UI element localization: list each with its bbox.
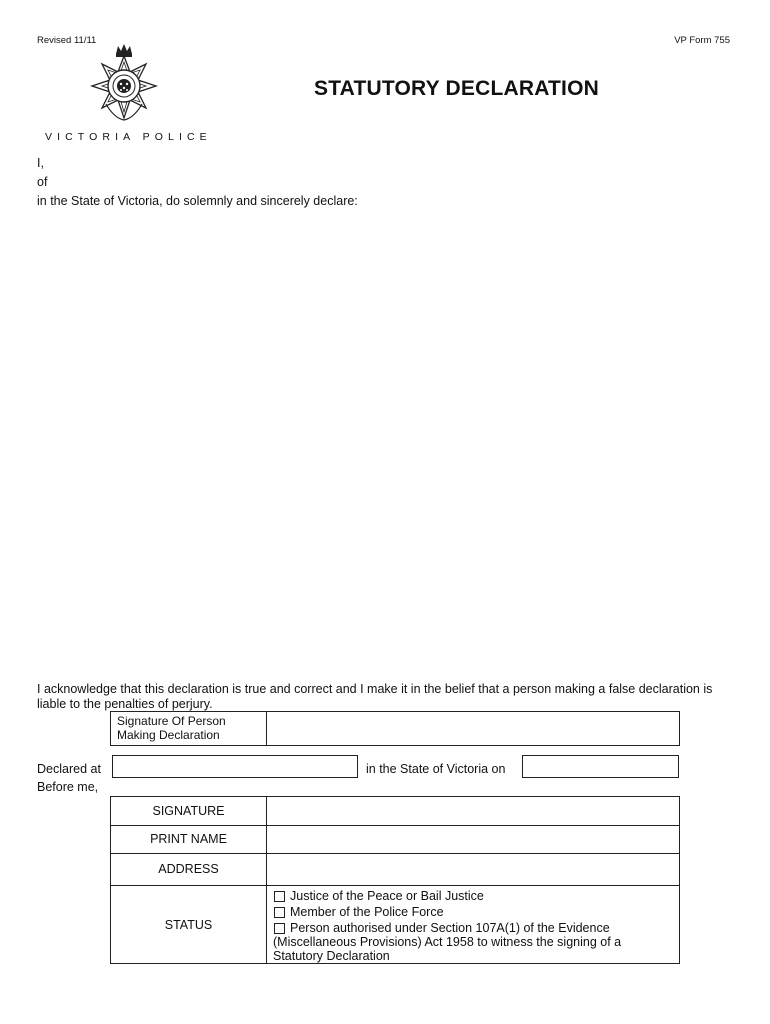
organisation-name: VICTORIA POLICE xyxy=(45,131,212,143)
signature-label-line-1: Signature Of Person xyxy=(117,714,226,728)
status-option-justice[interactable] xyxy=(274,889,484,904)
declared-at-field[interactable] xyxy=(112,755,358,778)
declarant-name-label: I, xyxy=(37,156,44,170)
declarant-signature-label xyxy=(117,714,226,742)
declarant-signature-field[interactable] xyxy=(266,712,679,745)
status-option-justice-label: Justice of the Peace or Bail Justice xyxy=(290,889,484,903)
victoria-police-crest-icon xyxy=(86,42,162,126)
declarant-address-label: of xyxy=(37,175,48,189)
witness-address-label: ADDRESS xyxy=(158,862,219,876)
form-title: STATUTORY DECLARATION xyxy=(314,77,599,100)
witness-signature-field[interactable] xyxy=(267,797,679,824)
status-option-police-label: Member of the Police Force xyxy=(290,905,444,919)
status-option-police[interactable] xyxy=(274,905,444,920)
witness-address-field[interactable] xyxy=(267,853,679,884)
witness-status-label: STATUS xyxy=(164,918,213,932)
revision-date: Revised 11/11 xyxy=(37,35,97,46)
status-option-authorised-label: Person authorised under Section 107A(1) of the Evidence xyxy=(290,921,610,935)
declaration-date-field[interactable] xyxy=(522,755,679,778)
witness-signature-label: SIGNATURE xyxy=(152,804,225,818)
status-option-authorised[interactable] xyxy=(274,921,610,936)
form-number: VP Form 755 xyxy=(674,35,730,46)
signature-label-line-2: Making Declaration xyxy=(117,728,220,742)
witness-print-name-label: PRINT NAME xyxy=(150,832,227,846)
status-checkbox-justice[interactable] xyxy=(274,891,285,902)
status-checkbox-authorised[interactable] xyxy=(274,923,285,934)
status-option-authorised-line-2: (Miscellaneous Provisions) Act 1958 to witness the signing of a xyxy=(273,935,622,949)
declaration-intro: in the State of Victoria, do solemnly and sincerely declare: xyxy=(37,194,358,208)
before-me-label: Before me, xyxy=(37,780,99,794)
acknowledgement-text: I acknowledge that this declaration is true and correct and I make it in the belief that a person making a false declaration is liable to the penalties of perjury. xyxy=(37,682,713,711)
status-option-authorised-line-3: Statutory Declaration xyxy=(273,949,390,963)
declared-at-label: Declared at xyxy=(37,762,101,776)
status-checkbox-police[interactable] xyxy=(274,907,285,918)
state-on-label: in the State of Victoria on xyxy=(366,762,506,776)
witness-print-name-field[interactable] xyxy=(267,825,679,852)
